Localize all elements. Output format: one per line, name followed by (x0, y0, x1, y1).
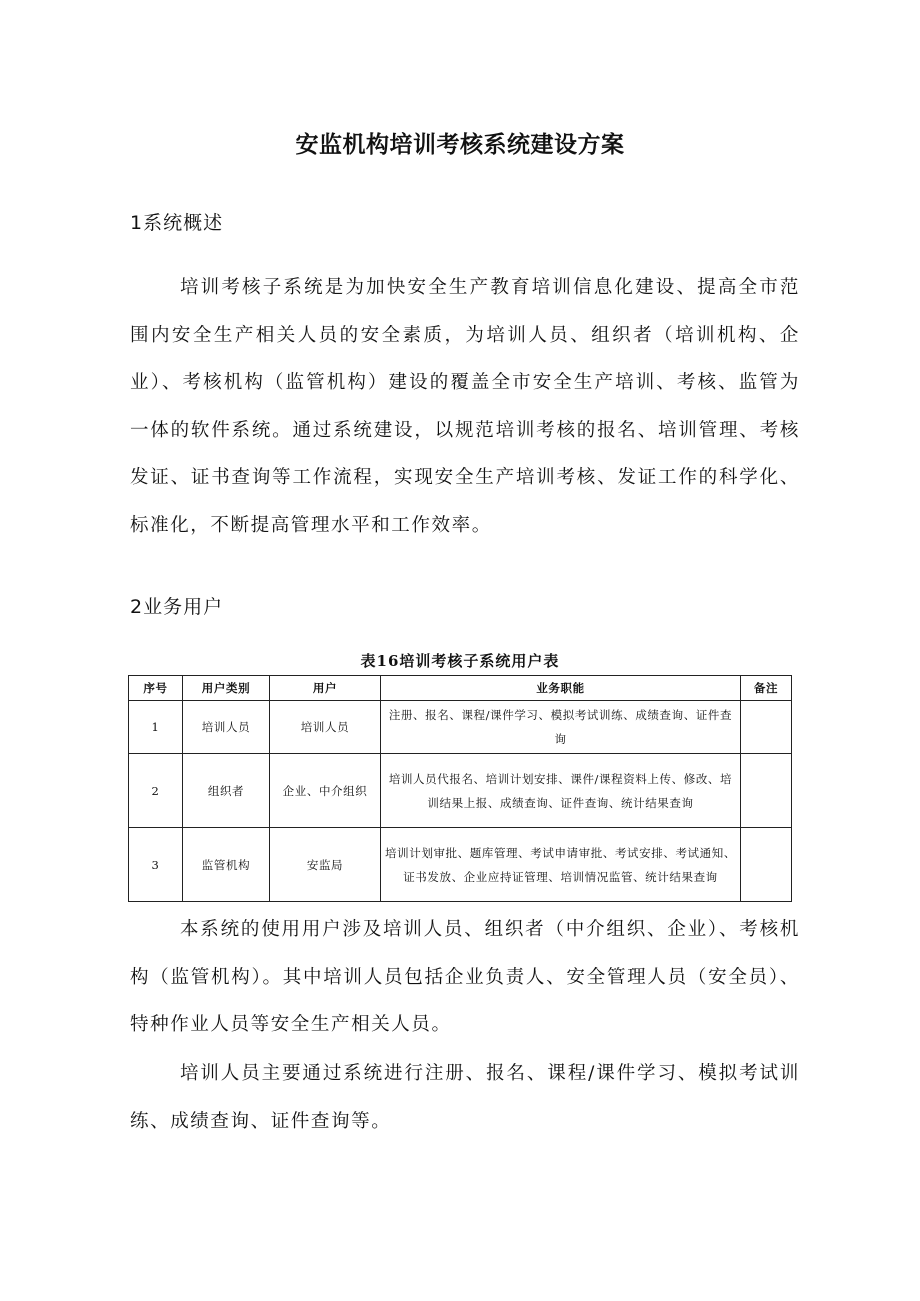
table-row (129, 828, 792, 902)
cell-category: 组织者 (183, 754, 270, 828)
table-caption: 表16培训考核子系统用户表 (360, 652, 560, 670)
cell-user: 企业、中介组织 (270, 754, 381, 828)
users-paragraph-2: 培训人员主要通过系统进行注册、报名、课程/课件学习、模拟考试训练、成绩查询、证件查询等。 (130, 1063, 800, 1132)
section-heading-overview: 1系统概述 (130, 212, 224, 234)
section-heading-users: 2业务用户 (130, 596, 224, 618)
cell-category: 监管机构 (183, 828, 270, 902)
cell-note (741, 754, 792, 828)
cell-category: 培训人员 (183, 701, 270, 754)
user-table (128, 675, 792, 902)
header-user: 用户 (270, 676, 381, 701)
cell-duty: 培训人员代报名、培训计划安排、课件/课程资料上传、修改、培训结果上报、成绩查询、证件查询、统计结果查询 (381, 754, 741, 828)
overview-paragraph: 培训考核子系统是为加快安全生产教育培训信息化建设、提高全市范围内安全生产相关人员的安全素质，为培训人员、组织者（培训机构、企业）、考核机构（监管机构）建设的覆盖全市安全生产培训、考核、监管为一体的软件系统。通过系统建设，以规范培训考核的报名、培训管理、考核发证、证书查询等工作流程，实现安全生产培训考核、发证工作的科学化、标准化，不断提高管理水平和工作效率。 (130, 277, 800, 536)
cell-no: 3 (129, 828, 183, 902)
cell-note (741, 828, 792, 902)
table-row (129, 754, 792, 828)
header-no: 序号 (129, 676, 183, 701)
table-header-row (129, 676, 792, 701)
cell-user: 培训人员 (270, 701, 381, 754)
users-paragraph-1: 本系统的使用用户涉及培训人员、组织者（中介组织、企业）、考核机构（监管机构）。其中培训人员包括企业负责人、安全管理人员（安全员）、特种作业人员等安全生产相关人员。 (130, 919, 800, 1035)
document-title: 安监机构培训考核系统建设方案 (295, 132, 625, 158)
cell-no: 2 (129, 754, 183, 828)
cell-no: 1 (129, 701, 183, 754)
cell-duty: 培训计划审批、题库管理、考试申请审批、考试安排、考试通知、证书发放、企业应持证管理、培训情况监管、统计结果查询 (381, 828, 741, 902)
header-note: 备注 (741, 676, 792, 701)
cell-duty: 注册、报名、课程/课件学习、模拟考试训练、成绩查询、证件查询 (381, 701, 741, 754)
header-duty: 业务职能 (381, 676, 741, 701)
table-row (129, 701, 792, 754)
header-category: 用户类别 (183, 676, 270, 701)
cell-user: 安监局 (270, 828, 381, 902)
cell-note (741, 701, 792, 754)
